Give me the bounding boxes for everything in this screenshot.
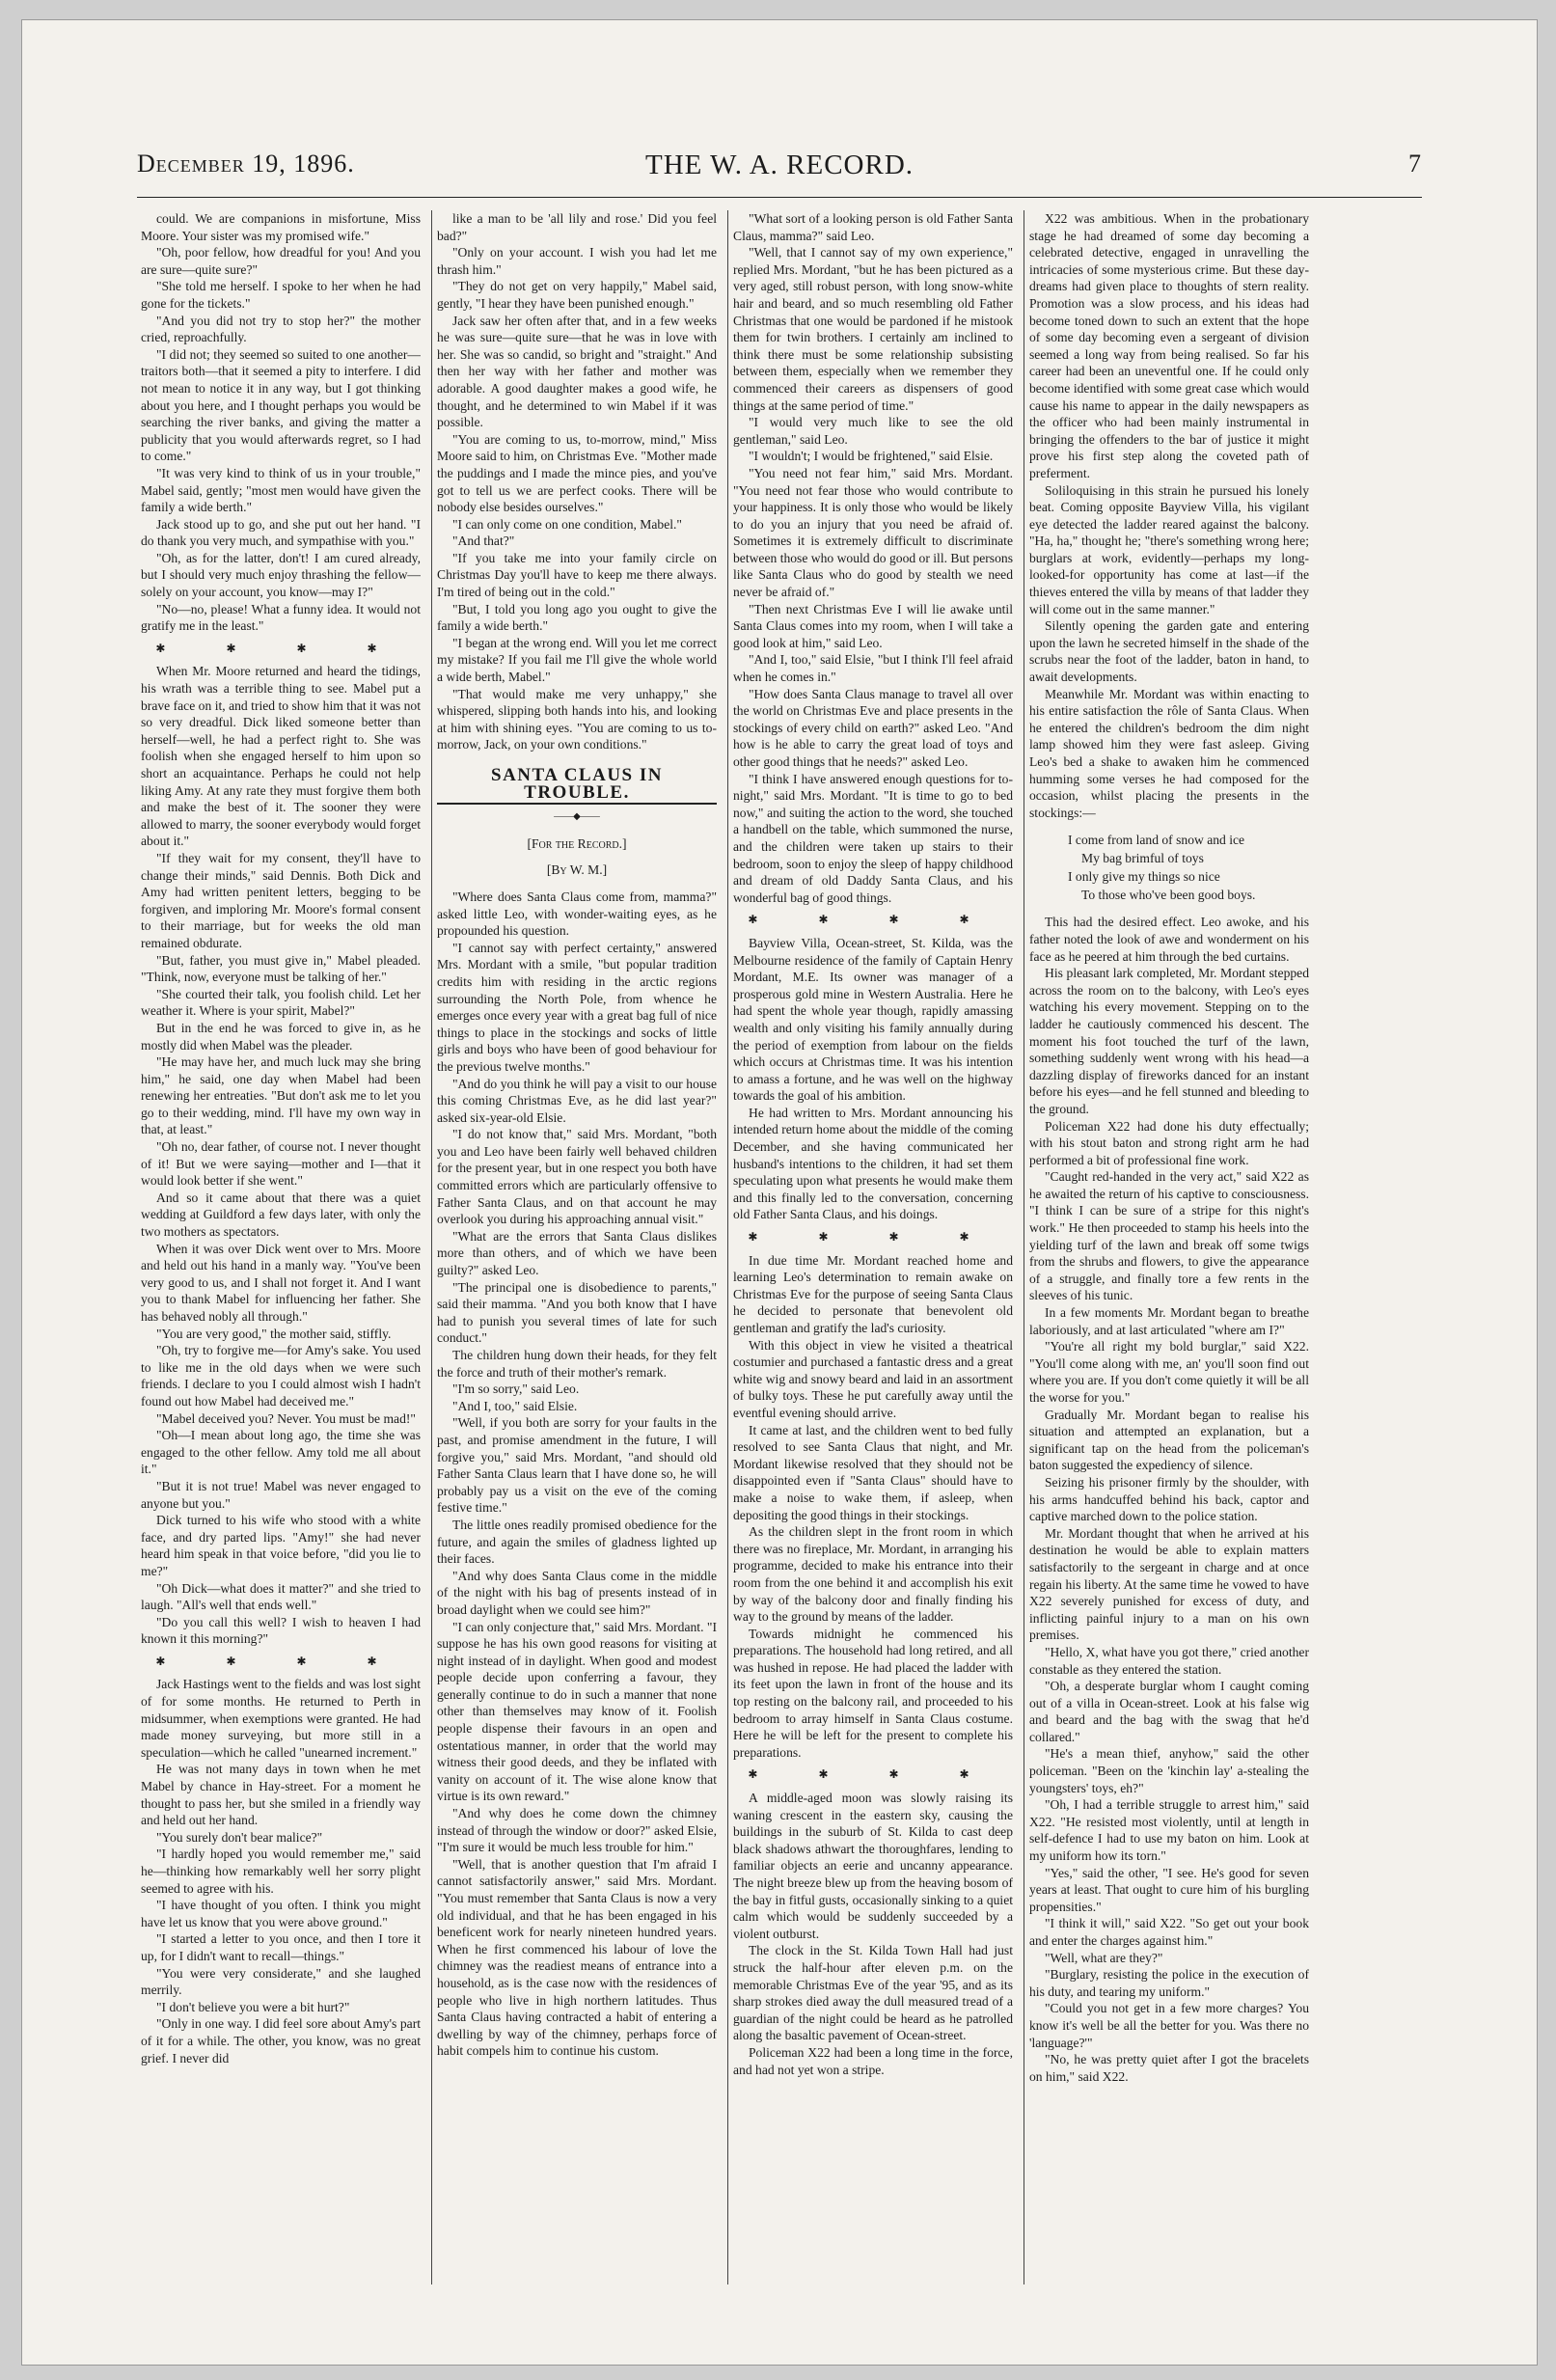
paragraph: As the children slept in the front room in which there was no fireplace, Mr. Mordant, in arranging his programme, decided to make his entrance into their room from the one behind it and accomplish his exit by way of the balcony door and finally finding his way to the ground by means of the ladder.: [733, 1524, 1013, 1625]
paragraph: "I began at the wrong end. Will you let me correct my mistake? If you fail me I'll give the whole world a wide berth, Mabel.": [437, 635, 717, 685]
paragraph: Towards midnight he commenced his preparations. The household had long retired, and all was hushed in repose. He had placed the ladder with its feet upon the lawn in front of the house and its top resting on the balcony rail, and proceeded to his bedroom to array himself in Santa Claus costume. Here he will be left for the present to complete his preparations.: [733, 1626, 1013, 1760]
page-number: 7: [1408, 150, 1422, 178]
paragraph: "Well, what are they?": [1045, 1950, 1163, 1965]
paragraph: "Oh, a desperate burglar whom I caught coming out of a villa in Ocean-street. Look at his false wig and beard and the bag with the swag that he'd collared.": [1029, 1679, 1309, 1744]
paragraph: A middle-aged moon was slowly raising its waning crescent in the eastern sky, causing the buildings in the suburb of St. Kilda to cast deep black shadows athwart the thoroughfares, lending to familiar objects an eerie and uncanny appearance. The night breeze blew up from the heaving bosom of the bay in fitful gusts, occasionally sinking to a quiet calm which would be suddenly succeeded by a violent outburst.: [733, 1791, 1013, 1941]
paragraph: "You are very good," the mother said, stiffly.: [156, 1326, 392, 1341]
paragraph: "Oh, as for the latter, don't! I am cured already, but I should very much enjoy thrashing the fellow—solely on your account, you know—may I?": [141, 550, 421, 600]
verse: [1068, 831, 1309, 904]
paragraph: "If they wait for my consent, they'll have to change their minds," said Dennis. Both Dick and Amy had written penitent letters, begging to be forgiven, and imploring Mr. Moore's formal consent to their marriage, but for weeks the old man remained obdurate.: [141, 850, 421, 950]
paragraph: "I can only come on one condition, Mabel.": [452, 516, 682, 532]
paragraph: In due time Mr. Mordant reached home and learning Leo's determination to remain awake on Christmas Eve for the purpose of seeing Santa Claus he decided to personate that benevolent old gentleman and gratify the lad's curiosity.: [733, 1252, 1013, 1335]
column-1: [141, 210, 421, 2333]
paragraph: It came at last, and the children went to bed fully resolved to see Santa Claus that night, and Mr. Mordant likewise resolved that they should not be disappointed even if "Santa Claus" should have to make a noise to wake them, if asleep, when depositing the good things in their stockings.: [733, 1422, 1013, 1522]
paragraph: "You surely don't bear malice?": [156, 1829, 323, 1845]
paragraph: "If you take me into your family circle on Christmas Day you'll have to keep me there always. I'm tired of being out in the cold.": [437, 550, 717, 600]
paragraph: Jack Hastings went to the fields and was lost sight of for some months. He returned to Perth in midsummer, when exemptions were granted. He had made money surveying, but more still in a speculation—which he called "unearned increment.": [141, 1677, 421, 1760]
story-headline: SANTA CLAUS IN TROUBLE.: [437, 767, 717, 805]
paragraph: "Where does Santa Claus come from, mamma?" asked little Leo, with wonder-waiting eyes, as he propounded his question.: [437, 889, 717, 939]
column-3: [733, 210, 1013, 2333]
paragraph: "I do not know that," said Mrs. Mordant, "both you and Leo have been fairly well behaved children for the present year, but in one respect you both have committed errors which are particularly offensive to Father Santa Claus, and on that account he may overlook you during his approaching annual visit.": [437, 1127, 717, 1227]
paragraph: "Only on your account. I wish you had let me thrash him.": [437, 245, 717, 277]
paragraph: "I started a letter to you once, and then I tore it up, for I didn't want to recall—things.": [141, 1931, 421, 1963]
section-break: ✱ ✱ ✱ ✱: [155, 641, 406, 655]
paragraph: Bayview Villa, Ocean-street, St. Kilda, was the Melbourne residence of the family of Captain Henry Mordant, M.E. Its owner was manager of a prosperous gold mine in Western Australia. Here he had spent the whole year though, rapidly amassing wealth and only visiting his family annually during the period of exemption from labour on the fields which occurs at Christmas time. It was his intention to amass a fortune, and he was well on the highway towards the goal of his ambition.: [733, 935, 1013, 1104]
paragraph: "I think it will," said X22. "So get out your book and enter the charges against him.": [1029, 1916, 1309, 1948]
paragraph: "She told me herself. I spoke to her when he had gone for the tickets.": [141, 279, 421, 311]
paragraph: "No—no, please! What a funny idea. It would not gratify me in the least.": [141, 601, 421, 634]
paragraph: "I wouldn't; I would be frightened," said Elsie.: [749, 449, 994, 464]
paragraph: "How does Santa Claus manage to travel all over the world on Christmas Eve and place presents in the stockings of every child on earth?" asked Leo. "And how is he able to carry the great load of toys and other good things that he needs?" asked Leo.: [733, 686, 1013, 769]
section-break: ✱ ✱ ✱ ✱: [748, 1767, 998, 1782]
paragraph: "Only in one way. I did feel sore about Amy's part of it for a while. The other, you know, was no great grief. I never did: [141, 2016, 421, 2065]
paragraph: He had written to Mrs. Mordant announcing his intended return home about the middle of the coming December, and she having communicated her husband's intentions to the children, it had set them speculating upon what presents he would make them and this finally led to the conversation, concerning old Father Santa Claus, and his doings.: [733, 1105, 1013, 1222]
paragraph: When it was over Dick went over to Mrs. Moore and held out his hand in a manly way. "You've been very good to us, and I shall not forget it. And I want you to thank Mabel for influencing her father. She has behaved nobly all through.": [141, 1241, 421, 1324]
paragraph: His pleasant lark completed, Mr. Mordant stepped across the room on to the balcony, with Leo's eyes watching his every movement. Stepping on to the ladder he cautiously commenced his descent. The moment his foot touched the turf of the lawn, something suddenly went wrong with his head—a dazzling display of fireworks danced for an instant before his eyes—and he fell stunned and bleeding to the ground.: [1029, 966, 1309, 1116]
paragraph: "And do you think he will pay a visit to our house this coming Christmas Eve, as he did last year?" asked six-year-old Elsie.: [437, 1076, 717, 1125]
paragraph: "Mabel deceived you? Never. You must be mad!": [156, 1410, 416, 1426]
section-break: ✱ ✱ ✱ ✱: [748, 913, 998, 927]
verse-line: I come from land of snow and ice: [1068, 833, 1245, 848]
paragraph: Mr. Mordant thought that when he arrived at his destination he would be able to explain matters satisfactorily to the sergeant in charge and at once regain his liberty. At the same time he vowed to have X22 severely punished for excess of duty, and inflicting painful injury to a man on his own premises.: [1029, 1525, 1309, 1643]
paragraph: "The principal one is disobedience to parents," said their mamma. "And you both know that I have had to punish you several times of late for such conduct.": [437, 1279, 717, 1346]
verse-line: My bag brimful of toys: [1081, 851, 1204, 866]
column-4: [1029, 210, 1309, 2333]
newspaper-page: [21, 19, 1538, 2366]
paragraph: "I cannot say with perfect certainty," answered Mrs. Mordant with a smile, "but popular tradition credits him with residing in the arctic regions surrounding the North Pole, from whence he emerges once every year with a great bag full of nice things to place in the stockings and socks of little girls and boys who have been of good behaviour for the previous twelve months.": [437, 940, 717, 1074]
paragraph: Meanwhile Mr. Mordant was within enacting to his entire satisfaction the rôle of Santa Claus. When he entered the children's bedroom the dim night lamp showed him they were fast asleep. Giving Leo's bed a shake to awaken him he commenced humming some verses he had composed for the occasion, whilst placing the presents in the stockings:—: [1029, 686, 1309, 820]
issue-date: December 19, 1896.: [137, 150, 355, 178]
paragraph: "Oh, poor fellow, how dreadful for you! And you are sure—quite sure?": [141, 245, 421, 277]
paragraph: The children hung down their heads, for they felt the force and truth of their mother's remark.: [437, 1348, 717, 1380]
paragraph: "You're all right my bold burglar," said X22. "You'll come along with me, an' you'll soon find out where you are. If you don't come quietly it will be all the worse for you.": [1029, 1339, 1309, 1405]
paragraph: "That would make me very unhappy," she whispered, slipping both hands into his, and looking at him with shining eyes. "You are coming to us to-morrow, Jack, on your own conditions.": [437, 686, 717, 752]
paragraph: Silently opening the garden gate and entering upon the lawn he secreted himself in the shade of the scrubs near the foot of the ladder, baton in hand, to await developments.: [1029, 618, 1309, 685]
paragraph: "Well, that I cannot say of my own experience," replied Mrs. Mordant, "but he has been pictured as a very aged, still robust person, with long snow-white hair and beard, and so much resembling old Father Christmas that one would be pardoned if he mistook them for twin brothers. I certainly am inclined to think there must be some relationship subsisting between them, especially when we remember they commenced their careers as dispensers of good things at the same period of time.": [733, 245, 1013, 413]
paragraph: "But, father, you must give in," Mabel pleaded. "Think, now, everyone must be talking of her.": [141, 952, 421, 985]
paragraph: "I hardly hoped you would remember me," said he—thinking how remarkably well her sorry plight seemed to agree with his.: [141, 1847, 421, 1896]
story-byline: [By W. M.]: [546, 862, 608, 878]
paragraph: "Well, if you both are sorry for your faults in the past, and promise amendment in the future, I will forgive you," said Mrs. Mordant, "and should old Father Santa Claus learn that I have done so, he will probably pay us a visit on the eve of the coming festive time.": [437, 1415, 717, 1516]
paragraph: "You need not fear him," said Mrs. Mordant. "You need not fear those who would contribute to your happiness. It is only those who would be likely to do you an injury that you need be afraid of. Sometimes it is extremely difficult to discriminate between those who would do good or ill. But persons like Santa Claus who do good by stealth we need never be afraid of.": [733, 465, 1013, 600]
paragraph: Jack stood up to go, and she put out her hand. "I do thank you very much, and sympathise with you.": [141, 516, 421, 549]
column-divider: [431, 210, 432, 2284]
section-break: ✱ ✱ ✱ ✱: [748, 1230, 998, 1245]
ornament: ——◆——: [554, 811, 600, 823]
verse-line: I only give my things so nice: [1068, 869, 1220, 885]
newspaper-title: THE W. A. RECORD.: [644, 150, 914, 180]
paragraph: could. We are companions in misfortune, Miss Moore. Your sister was my promised wife.": [141, 211, 421, 243]
paragraph: "Caught red-handed in the very act," said X22 as he awaited the return of his captive to consciousness. "I think I can be sure of a stripe for this night's work." He then proceeded to stamp his heels into the yielding turf of the lawn and break off some twigs from the shrubs and flowers, to give the appearance of a struggle, and finally tore a few rents in the sleeves of his tunic.: [1029, 1169, 1309, 1303]
paragraph: Policeman X22 had been a long time in the force, and had not yet won a stripe.: [733, 2044, 1013, 2077]
paragraph: And so it came about that there was a quiet wedding at Guildford a few days later, with only the two mothers as spectators.: [141, 1190, 421, 1240]
section-break: ✱ ✱ ✱ ✱: [155, 1654, 406, 1668]
paragraph: "Oh, try to forgive me—for Amy's sake. You used to like me in the old days when we were such friends. I declare to you I could almost wish I hadn't found out how Mabel had deceived me.": [141, 1343, 421, 1409]
paragraph: "Do you call this well? I wish to heaven I had known it this morning?": [141, 1614, 421, 1647]
paragraph: "You are coming to us, to-morrow, mind," Miss Moore said to him, on Christmas Eve. "Mother made the puddings and I made the mince pies, and you've got to tell us we are perfect cooks. There will be nobody else besides ourselves.": [437, 431, 717, 515]
paragraph: "He's a mean thief, anyhow," said the other policeman. "Been on the 'kinchin lay' a-stealing the youngsters' toys, eh?": [1029, 1746, 1309, 1795]
paragraph: "You were very considerate," and she laughed merrily.: [141, 1965, 421, 1998]
paragraph: "Then next Christmas Eve I will lie awake until Santa Claus comes into my room, when I will take a good look at him," said Leo.: [733, 601, 1013, 650]
paragraph: Gradually Mr. Mordant began to realise his situation and attempted an explanation, but a significant tap on the head from the policeman's baton suggested the expediency of silence.: [1029, 1407, 1309, 1473]
paragraph: "No, he was pretty quiet after I got the bracelets on him," said X22.: [1029, 2052, 1309, 2084]
paragraph: "I would very much like to see the old gentleman," said Leo.: [733, 415, 1013, 447]
paragraph: "And why does he come down the chimney instead of through the window or door?" asked Elsie, "I'm sure it would be much less trouble for him.": [437, 1806, 717, 1855]
paragraph: Soliloquising in this strain he pursued his lonely beat. Coming opposite Bayview Villa, his vigilant eye detected the ladder reared against the balcony. "Ha, ha," thought he; "there's something wrong here; burglars at work, evidently—perhaps my long-looked-for opportunity has come at last—if the thieves entered the villa by means of that ladder they will come out in the same manner.": [1029, 482, 1309, 616]
paragraph: "And why does Santa Claus come in the middle of the night with his bag of presents instead of in broad daylight when we could see him?": [437, 1568, 717, 1617]
paragraph: When Mr. Moore returned and heard the tidings, his wrath was a terrible thing to see. Mabel put a brave face on it, and tried to show him that it was not so very dreadful. Dick liked someone better than herself—well, he had a perfect right to. She was foolish when she engaged herself to him upon so short an acquaintance. Perhaps he could not help liking Amy. At any rate they must forgive them both and make the best of it. The sooner they were allowed to marry, the sooner everybody would forget about it.": [141, 664, 421, 849]
paragraph: "Oh—I mean about long ago, the time she was engaged to the other fellow. Amy told me all about it.": [141, 1428, 421, 1477]
paragraph: "But it is not true! Mabel was never engaged to anyone but you.": [141, 1478, 421, 1511]
paragraph: "And that?": [452, 533, 515, 549]
story-source: [For the Record.]: [527, 835, 627, 851]
paragraph: "They do not get on very happily," Mabel said, gently, "I hear they have been punished enough.": [437, 279, 717, 311]
paragraph: But in the end he was forced to give in, as he mostly did when Mabel was the pleader.: [141, 1020, 421, 1053]
paragraph: "And I, too," said Elsie, "but I think I'll feel afraid when he comes in.": [733, 652, 1013, 685]
paragraph: "Burglary, resisting the police in the execution of his duty, and tearing my uniform.": [1029, 1967, 1309, 1999]
masthead-rule: [137, 197, 1422, 198]
paragraph: In a few moments Mr. Mordant began to breathe laboriously, and at last articulated "where am I?": [1029, 1305, 1309, 1337]
paragraph: "Yes," said the other, "I see. He's good for seven years at least. That ought to cure him of his burgling propensities.": [1029, 1865, 1309, 1914]
paragraph: "And I, too," said Elsie.: [452, 1398, 578, 1413]
paragraph: "What are the errors that Santa Claus dislikes more than others, and of which we have been guilty?" asked Leo.: [437, 1228, 717, 1278]
paragraph: "I don't believe you were a bit hurt?": [156, 1999, 350, 2014]
paragraph: "But, I told you long ago you ought to give the family a wide berth.": [437, 601, 717, 634]
paragraph: "I have thought of you often. I think you might have let us know that you were above ground.": [141, 1898, 421, 1929]
paragraph: "I think I have answered enough questions for to-night," said Mrs. Mordant. "It is time to go to bed now," and suiting the action to the word, she touched a handbell on the table, which summoned the nurse, and the children were taken up stairs to their bedroom, soon to enjoy the sleep of happy childhood and dream of old Daddy Santa Claus, and his wonderful bag of good things.: [733, 771, 1013, 905]
paragraph: Jack saw her often after that, and in a few weeks he was sure—quite sure—that he was in love with her. She was so candid, so bright and "straight." And then her way with her father and mother was adorable. A good daughter makes a good wife, he thought, and he determined to win Mabel if it was possible.: [437, 313, 717, 430]
masthead: [137, 150, 1422, 198]
paragraph: "What sort of a looking person is old Father Santa Claus, mamma?" said Leo.: [733, 211, 1013, 243]
paragraph: "He may have her, and much luck may she bring him," he said, one day when Mabel had been renewing her entreaties. "But don't ask me to let you go to their wedding, mind. I'll have my own way in that, at least.": [141, 1054, 421, 1137]
paragraph: "Hello, X, what have you got there," cried another constable as they entered the station.: [1029, 1644, 1309, 1677]
paragraph: Dick turned to his wife who stood with a white face, and dry parted lips. "Amy!" she had never heard him speak in that voice before, "did you lie to me?": [141, 1513, 421, 1578]
paragraph: "Oh no, dear father, of course not. I never thought of it! But we were saying—mother and I—that it would look better if she went.": [141, 1139, 421, 1189]
paragraph: Seizing his prisoner firmly by the shoulder, with his arms handcuffed behind his back, captor and captive marched down to the police station.: [1029, 1474, 1309, 1524]
paragraph: The little ones readily promised obedience for the future, and again the smiles of gladness lighted up their faces.: [437, 1517, 717, 1567]
paragraph: The clock in the St. Kilda Town Hall had just struck the half-hour after eleven p.m. on the memorable Christmas Eve of the year '95, and as its sharp strokes died away the dull measured tread of a guardian of the night could be heard as he patrolled along the basaltic pavement of Ocean-street.: [733, 1943, 1013, 2043]
paragraph: With this object in view he visited a theatrical costumier and purchased a fantastic dress and a great white wig and snowy beard and laid in an assortment of bulky toys. These he put carefully away until the eventful evening should arrive.: [733, 1337, 1013, 1420]
paragraph: "She courted their talk, you foolish child. Let her weather it. Where is your spirit, Mabel?": [141, 986, 421, 1019]
column-divider: [727, 210, 728, 2284]
paragraph: X22 was ambitious. When in the probationary stage he had dreamed of some day becoming a celebrated detective, engaged in unravelling the intricacies of some mysterious crime. But these day-dreams had given place to thoughts of stern reality. Promotion was a slow process, and his ideas had become toned down to such an extent that the hope of some day becoming even a sergeant of division seemed a long way from being realised. So far his career had been an uneventful one. If he could only become identified with some great case which would cause his name to appear in the daily newspapers as the officer who had been mainly instrumental in bringing the offenders to the bar of justice it might prove his first step along the coveted path of preferment.: [1029, 211, 1309, 480]
paragraph: "I can only conjecture that," said Mrs. Mordant. "I suppose he has his own good reasons for visiting at night instead of in daylight. When good and modest people decide upon conferring a favour, they generally continue to do in such a manner that none other than themselves may know of it. Foolish people dispense their favours in an open and ostentatious manner, in order that the world may witness their good deeds, and they be inflated with vanity on account of it. The wise alone know that virtue is its own reward.": [437, 1619, 717, 1804]
paragraph: "Could you not get in a few more charges? You know it's well be all the better for you. Was there no 'language?'": [1029, 2001, 1309, 2050]
paragraph: "I did not; they seemed so suited to one another—traitors both—that it seemed a pity to interfere. I did not mean to notice it in any way, but I got thinking about you here, and I thought perhaps you would be searching the river banks, and giving the matter a publicity that you would afterwards regret, so I had to come.": [141, 346, 421, 464]
paragraph: "Oh, I had a terrible struggle to arrest him," said X22. "He resisted most violently, until at length in self-defence I had to use my baton on him. Look at my uniform how its torn.": [1029, 1797, 1309, 1864]
column-2: [437, 210, 717, 2333]
verse-line: To those who've been good boys.: [1081, 888, 1256, 903]
paragraph: "And you did not try to stop her?" the mother cried, reproachfully.: [141, 313, 421, 345]
paragraph: "Well, that is another question that I'm afraid I cannot satisfactorily answer," said Mrs. Mordant. "You must remember that Santa Claus is now a very old individual, and that he has been engaged in his beneficent work for nearly nineteen hundred years. When he first commenced his labour of love the chimney was the readiest means of entrance into a household, as is the case now with the residences of people who live in high northern latitudes. Thus Santa Claus having contracted a habit of entering a dwelling by way of the chimney, perhaps force of habit compels him to continue his custom.: [437, 1856, 717, 2059]
paragraph: "Oh Dick—what does it matter?" and she tried to laugh. "All's well that ends well.": [141, 1580, 421, 1613]
paragraph: Policeman X22 had done his duty effectually; with his stout baton and strong right arm he had performed a bit of professional fine work.: [1029, 1118, 1309, 1167]
paragraph: "I'm so sorry," said Leo.: [452, 1381, 580, 1397]
paragraph: He was not many days in town when he met Mabel by chance in Hay-street. For a moment he thought to pass her, but she smiled in a friendly way and held out her hand.: [141, 1762, 421, 1828]
paragraph: This had the desired effect. Leo awoke, and his father noted the look of awe and wonderment on his face as he peered at him through the bed curtains.: [1029, 915, 1309, 964]
paragraph: like a man to be 'all lily and rose.' Did you feel bad?": [437, 211, 717, 243]
paragraph: "It was very kind to think of us in your trouble," Mabel said, gently; "most men would have given the family a wide berth.": [141, 465, 421, 515]
